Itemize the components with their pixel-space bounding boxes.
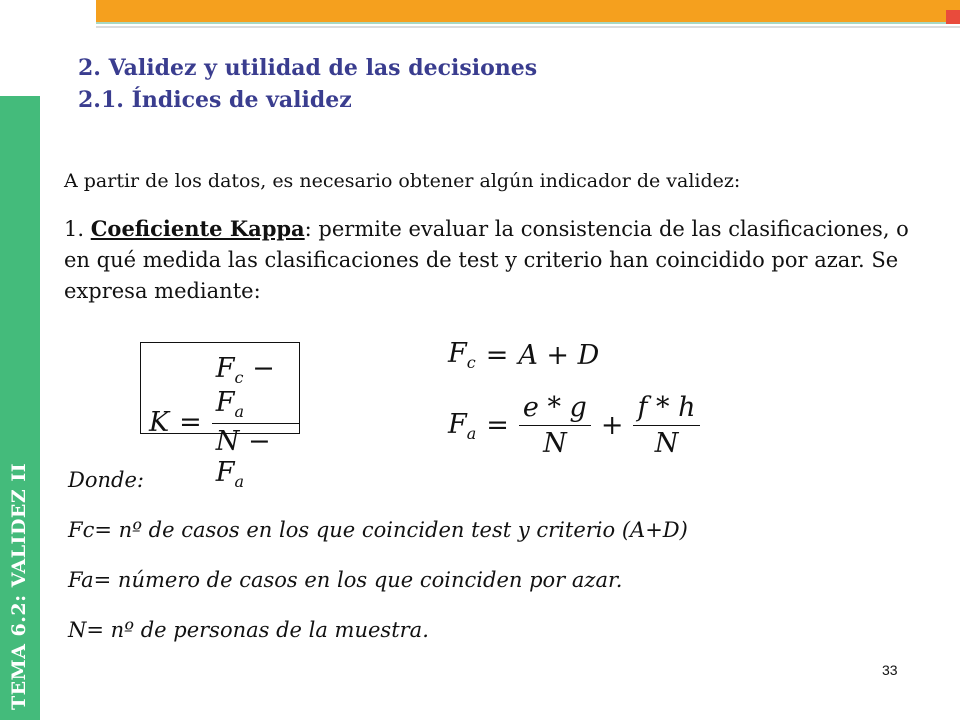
f-symbol: F	[215, 387, 235, 418]
sub-c: c	[234, 368, 244, 387]
fa-formula	[448, 392, 700, 459]
fa-denominator-1: N	[543, 428, 567, 459]
sub-a: a	[234, 402, 245, 421]
fc-lhs	[448, 338, 476, 372]
k-symbol: K	[149, 406, 170, 438]
kappa-description: : permite evaluar la consistencia de las clasificaciones, o en qué medida las clasificaciones de test y criterio han coincidido por azar. Se expresa mediante:	[64, 217, 909, 303]
minus-sign: −	[248, 426, 271, 457]
kappa-numerator	[212, 353, 299, 424]
fc-formula	[448, 338, 599, 372]
f-symbol: F	[448, 338, 467, 369]
fa-numerator-1: e * g	[519, 392, 591, 426]
definitions-label: Donde:	[68, 468, 144, 492]
page-number: 33	[882, 662, 898, 678]
side-bar-label: TEMA 6.2: VALIDEZ II	[8, 462, 30, 710]
fc-rhs: A + D	[518, 339, 600, 371]
fa-denominator-2: N	[654, 428, 679, 459]
title-line-1: 2. Validez y utilidad de las decisiones	[78, 55, 538, 81]
top-accent-line	[96, 22, 960, 24]
sub-a: a	[466, 423, 477, 443]
plus-sign: +	[600, 410, 624, 441]
equals-sign: =	[486, 410, 509, 441]
equals-sign: =	[485, 339, 509, 371]
fa-numerator-2: f * h	[633, 392, 699, 426]
n-symbol: N	[215, 426, 240, 457]
fa-fraction-2	[633, 392, 699, 459]
f-symbol: F	[215, 353, 235, 384]
definition-fa: Fa= número de casos en los que coinciden por azar.	[68, 568, 623, 592]
f-symbol: F	[448, 408, 467, 440]
definition-fc: Fc= nº de casos en los que coinciden test y criterio (A+D)	[68, 518, 688, 542]
f-symbol: F	[215, 457, 235, 488]
kappa-number: 1.	[64, 217, 91, 241]
title-line-2: 2.1. Índices de validez	[78, 87, 352, 113]
intro-text: A partir de los datos, es necesario obtener algún indicador de validez:	[64, 170, 741, 192]
kappa-paragraph	[64, 213, 914, 307]
fa-lhs	[448, 409, 476, 443]
corner-square	[946, 10, 960, 24]
kappa-term: Coeficiente Kappa	[90, 216, 305, 241]
slide-title	[78, 52, 537, 116]
minus-sign: −	[252, 353, 275, 384]
sub-a: a	[234, 472, 245, 491]
definition-n: N= nº de personas de la muestra.	[68, 618, 429, 642]
kappa-formula-box	[140, 342, 300, 491]
definitions-list	[68, 462, 688, 662]
top-accent-bar	[96, 0, 960, 22]
top-accent-rule	[96, 26, 960, 28]
sub-c: c	[466, 353, 476, 372]
equals-sign: =	[179, 406, 202, 438]
fa-fraction-1	[519, 392, 591, 459]
